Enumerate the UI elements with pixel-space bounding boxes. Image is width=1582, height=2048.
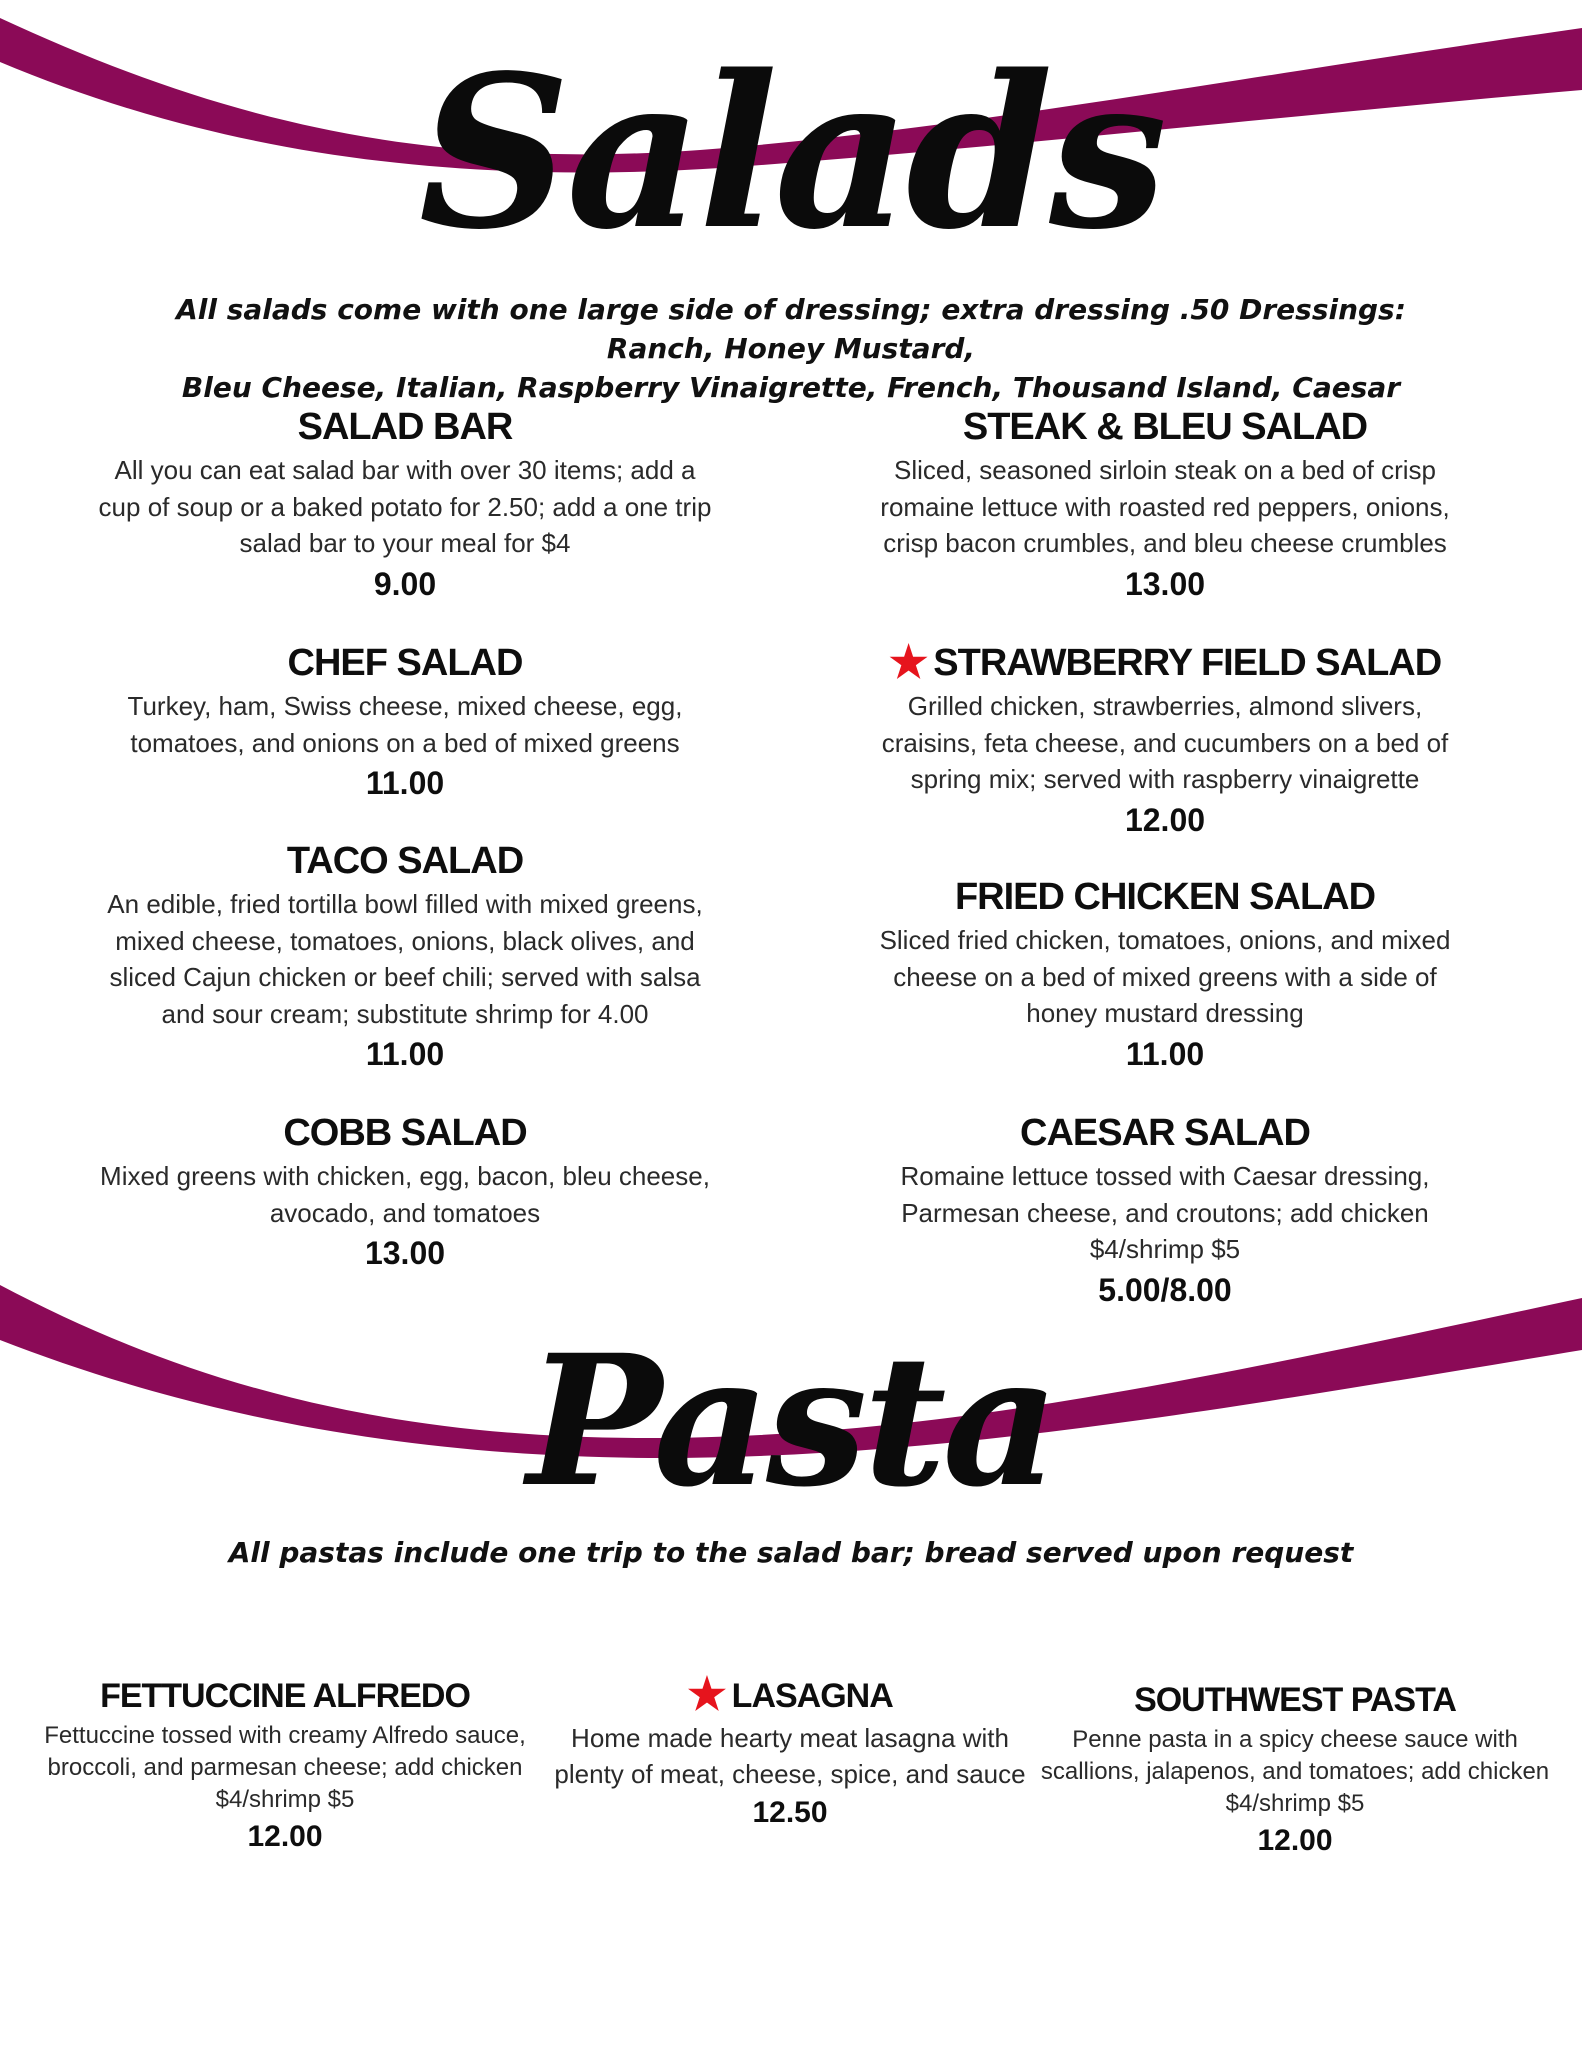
menu-item-caesar-salad [820,1110,1510,1310]
desc-line: craisins, feta cheese, and cucumbers on a bed of [881,727,1449,758]
item-name: SOUTHWEST PASTA [1134,1681,1456,1719]
desc-line: plenty of meat, cheese, spice, and sauce [554,1759,1026,1789]
item-price: 5.00/8.00 [1098,1271,1232,1308]
item-description [820,688,1510,798]
menu-item-fried-chicken-salad [820,874,1510,1074]
item-name: CAESAR SALAD [1020,1112,1310,1154]
desc-line: crisp bacon crumbles, and bleu cheese crumbles [883,528,1447,558]
item-name: STRAWBERRY FIELD SALAD [933,642,1442,684]
item-description [30,1720,540,1816]
desc-line: $4/shrimp $5 [215,1786,355,1813]
desc-line: Sliced, seasoned sirloin steak on a bed of crisp [894,455,1436,485]
desc-line: $4/shrimp $5 [1089,1234,1241,1264]
item-description [60,886,750,1032]
pasta-title: Pasta [526,1316,1056,1527]
item-name: SALAD BAR [297,406,513,448]
desc-line: cup of soup or a baked potato for 2.50; add a one trip [98,491,712,522]
item-description [820,922,1510,1032]
desc-line: Home made hearty meat lasagna with [571,1723,1009,1753]
salads-intro-line-1: All salads come with one large side of dressing; extra dressing .50 Dressings: Ranch, Honey Mustard, [176,293,1406,365]
item-name-row [820,640,1510,686]
desc-line: and sour cream; substitute shrimp for 4.00 [161,998,649,1029]
item-name: LASAGNA [731,1677,893,1715]
item-description [540,1720,1040,1792]
item-name: STEAK & BLEU SALAD [962,406,1368,448]
item-price: 12.00 [1257,1824,1333,1857]
menu-item-steak-bleu-salad [820,404,1510,604]
item-name: TACO SALAD [286,840,524,882]
item-description [60,1158,750,1231]
item-description [60,688,750,761]
menu-item-salad-bar [60,404,750,604]
menu-item-chef-salad [60,640,750,803]
item-name: CHEF SALAD [287,642,523,684]
menu-item-lasagna [540,1670,1040,1832]
desc-line: avocado, and tomatoes [269,1197,541,1228]
menu-item-taco-salad [60,838,750,1074]
item-description [820,1158,1510,1268]
menu-item-cobb-salad [60,1110,750,1273]
featured-star-icon: ★ [687,1670,726,1719]
desc-line: cheese on a bed of mixed greens with a side of [893,961,1437,992]
desc-line: Fettuccine tossed with creamy Alfredo sauce, [44,1722,526,1749]
pasta-intro: All pastas include one trip to the salad bar; bread served upon request [228,1536,1354,1569]
desc-line: Romaine lettuce tossed with Caesar dressing, [900,1161,1430,1191]
salads-intro-line-2: Bleu Cheese, Italian, Raspberry Vinaigrette, French, Thousand Island, Caesar [181,371,1401,404]
menu-item-southwest-pasta [1040,1678,1550,1860]
desc-line: spring mix; served with raspberry vinaigrette [910,764,1420,794]
desc-line: Penne pasta in a spicy cheese sauce with [1072,1726,1518,1753]
desc-line: Mixed greens with chicken, egg, bacon, bleu cheese, [100,1161,710,1191]
item-price: 11.00 [1125,1035,1205,1072]
desc-line: An edible, fried tortilla bowl filled with mixed greens, [107,889,703,919]
desc-line: honey mustard dressing [1026,998,1304,1028]
item-price: 11.00 [365,765,445,801]
featured-star-icon: ★ [888,638,928,687]
desc-line: Grilled chicken, strawberries, almond slivers, [907,691,1423,721]
item-name: FRIED CHICKEN SALAD [954,876,1376,918]
desc-line: broccoli, and parmesan cheese; add chicken [47,1754,523,1781]
desc-line: scallions, jalapenos, and tomatoes; add chicken [1040,1758,1550,1785]
item-price: 12.50 [752,1796,828,1829]
item-name: COBB SALAD [283,1112,527,1154]
item-price: 12.00 [1124,801,1206,838]
salads-intro [120,290,1462,407]
desc-line: Parmesan cheese, and croutons; add chicken [901,1197,1429,1228]
desc-line: salad bar to your meal for $4 [239,528,571,558]
item-name-row [540,1670,1040,1719]
item-price: 13.00 [364,1235,446,1271]
desc-line: tomatoes, and onions on a bed of mixed greens [130,727,680,758]
item-description [820,452,1510,562]
item-description [60,452,750,562]
desc-line: sliced Cajun chicken or beef chili; served with salsa [109,962,701,992]
menu-item-fettuccine-alfredo [30,1674,540,1856]
item-price: 12.00 [247,1820,323,1853]
item-description [1040,1724,1550,1820]
menu-item-strawberry-field-salad [820,640,1510,840]
desc-line: mixed cheese, tomatoes, onions, black olives, and [115,925,695,956]
desc-line: All you can eat salad bar with over 30 items; add a [114,455,696,485]
item-price: 9.00 [373,565,437,602]
desc-line: romaine lettuce with roasted red peppers, onions, [880,491,1450,522]
desc-line: $4/shrimp $5 [1225,1790,1365,1817]
item-name: FETTUCCINE ALFREDO [100,1677,470,1715]
salads-title: Salads [418,29,1164,276]
item-price: 13.00 [1124,565,1206,602]
desc-line: Turkey, ham, Swiss cheese, mixed cheese, egg, [127,691,683,721]
desc-line: Sliced fried chicken, tomatoes, onions, and mixed [879,925,1451,955]
item-price: 11.00 [365,1036,445,1072]
